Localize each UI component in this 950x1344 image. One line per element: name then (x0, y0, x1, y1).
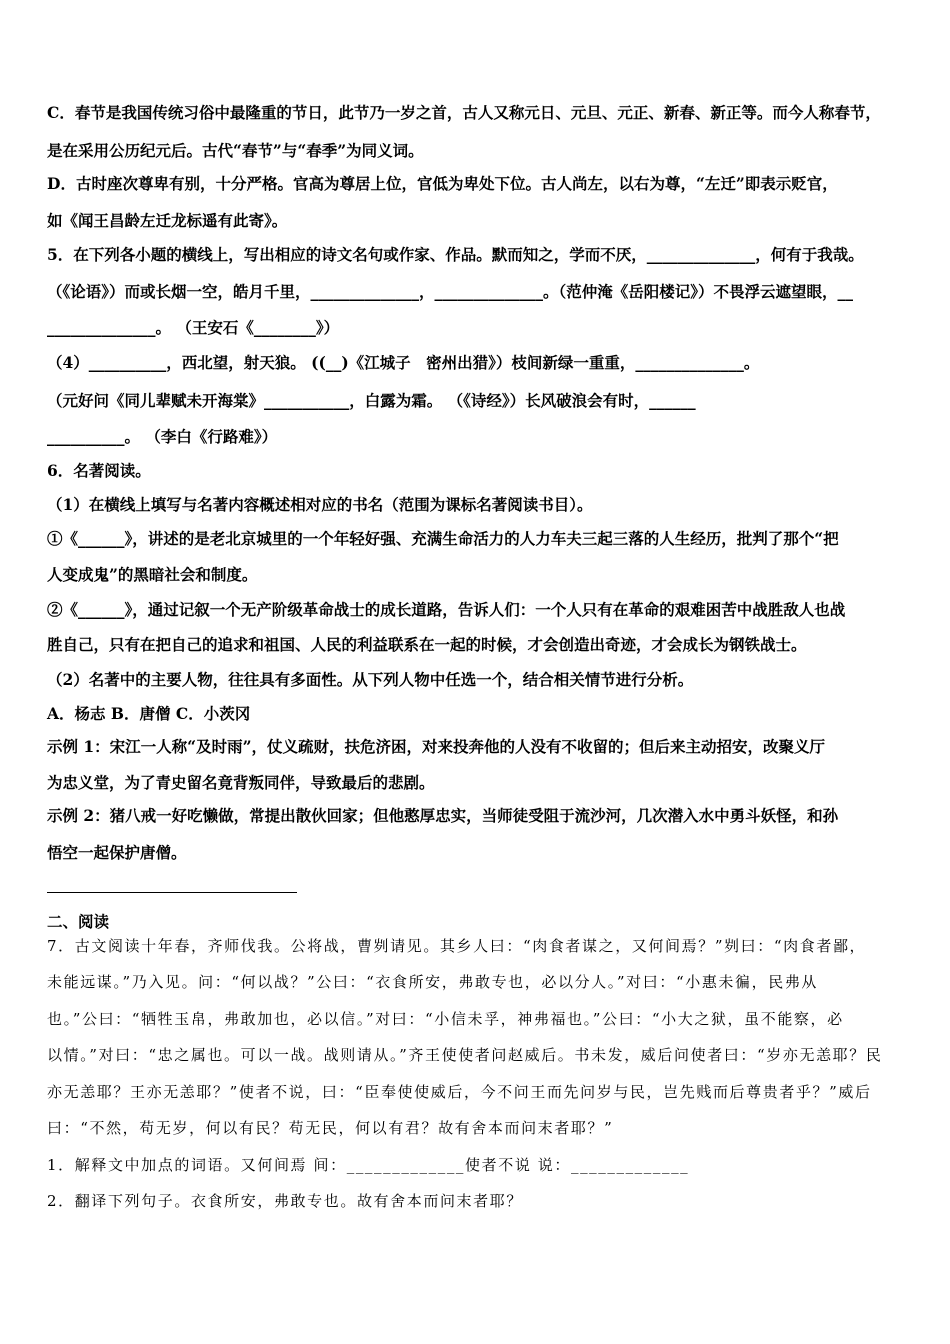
q6-item1-line2: 人变成鬼”的黑暗社会和制度。 (47, 565, 258, 584)
q5-line6: __________。 （李白《行路难》） (47, 427, 278, 446)
q7-passage-line3: 也。”公曰：“牺牲玉帛，弗敢加也，必以信。”对曰：“小信未孚，神弗福也。”公曰：“小大之狱，虽不能察，必 (47, 1010, 844, 1028)
q6-item2-line2: 胜自己，只有在把自己的追求和祖国、人民的利益联系在一起的时候，才会创造出奇迹，才会成长为钢铁战士。 (47, 635, 807, 654)
q7-question2: 2．翻译下列句子。衣食所安，弗敢专也。故有舍本而问末者耶？ (47, 1192, 523, 1210)
q7-passage-line4: 以情。”对曰：“忠之属也。可以一战。战则请从。”齐王使使者问赵威后。书未发，威后问使者曰：“岁亦无恙耶？民 (47, 1046, 883, 1064)
q7-passage-line6: 曰：“不然，苟无岁，何以有民？苟无民，何以有君？故有舍本而问末者耶？” (47, 1119, 614, 1137)
q5-line5: （元好问《同儿辈赋未开海棠》___________，白露为霜。 （《诗经》）长风破浪会有时，______ (47, 391, 696, 410)
q6-example1-line2: 为忠义堂，为了青史留名竟背叛同伴，导致最后的悲剧。 (47, 773, 435, 792)
divider-rule (47, 892, 297, 893)
q6-sub2: （2）名著中的主要人物，往往具有多面性。从下列人物中任选一个，结合相关情节进行分析。 (47, 670, 694, 689)
q7-question1: 1．解释文中加点的词语。又何间焉 间：_____________使者不说 说：_____________ (47, 1156, 690, 1174)
q6-example2-line1: 示例 2：猪八戒一好吃懒做，常提出散伙回家；但他憨厚忠实，当师徒受阻于流沙河，几次潜入水中勇斗妖怪，和孙 (47, 806, 839, 825)
q7-passage-line2: 未能远谋。”乃入见。问：“何以战？”公曰：“衣食所安，弗敢专也，必以分人。”对曰：“小惠未徧，民弗从 (47, 973, 819, 991)
q6-item1-line1: ①《______》，讲述的是老北京城里的一个年轻好强、充满生命活力的人力车夫三起三落的人生经历，批判了那个“把 (47, 529, 839, 548)
q7-passage-line5: 亦无恙耶？王亦无恙耶？”使者不说，曰：“臣奉使使威后，今不问王而先问岁与民，岂先贱而后尊贵者乎？”威后 (47, 1083, 872, 1101)
section-heading-reading: 二、阅读 (47, 912, 110, 931)
q6-item2-line1: ②《______》，通过记叙一个无产阶级革命战士的成长道路，告诉人们：一个人只有在革命的艰难困苦中战胜敌人也战 (47, 600, 846, 619)
q6-title: 6．名著阅读。 (47, 461, 151, 480)
q4-option-c-line2: 是在采用公历纪元后。古代“春节”与“春季”为同义词。 (47, 141, 424, 160)
q5-line1: 5．在下列各小题的横线上，写出相应的诗文名句或作家、作品。默而知之，学而不厌，______________，何有于我哉。 (47, 245, 864, 264)
q5-line4: （4）__________，西北望，射天狼。 ((__)《江城子 密州出猎》）枝间新绿一重重，______________。 (47, 353, 760, 372)
q5-line3: ______________。 （王安石《________》） (47, 318, 340, 337)
q6-options: A．杨志 B．唐僧 C．小茨冈 (47, 704, 251, 723)
q4-option-d-line1: D．古时座次尊卑有别，十分严格。官高为尊居上位，官低为卑处下位。古人尚左，以右为尊，“左迁”即表示贬官， (47, 174, 838, 193)
q4-option-c-line1: C．春节是我国传统习俗中最隆重的节日，此节乃一岁之首，古人又称元日、元旦、元正、新春、新正等。而今人称春节， (47, 103, 881, 122)
q7-passage-line1: 7．古文阅读十年春，齐师伐我。公将战，曹刿请见。其乡人曰：“肉食者谋之，又何间焉？”刿曰：“肉食者鄙， (47, 937, 867, 955)
q4-option-d-line2: 如《闻王昌龄左迁龙标遥有此寄》。 (47, 211, 288, 230)
q6-example1-line1: 示例 1：宋江一人称“及时雨”，仗义疏财，扶危济困，对来投奔他的人没有不收留的；但后来主动招安，改聚义厅 (47, 737, 826, 756)
q5-line2: （《论语》）而或长烟一空，皓月千里，______________，______________。（范仲淹《岳阳楼记》）不畏浮云遮望眼，__ (47, 282, 854, 301)
q6-example2-line2: 悟空一起保护唐僧。 (47, 843, 187, 862)
q6-sub1: （1）在横线上填写与名著内容概述相对应的书名（范围为课标名著阅读书目）。 (47, 495, 593, 514)
